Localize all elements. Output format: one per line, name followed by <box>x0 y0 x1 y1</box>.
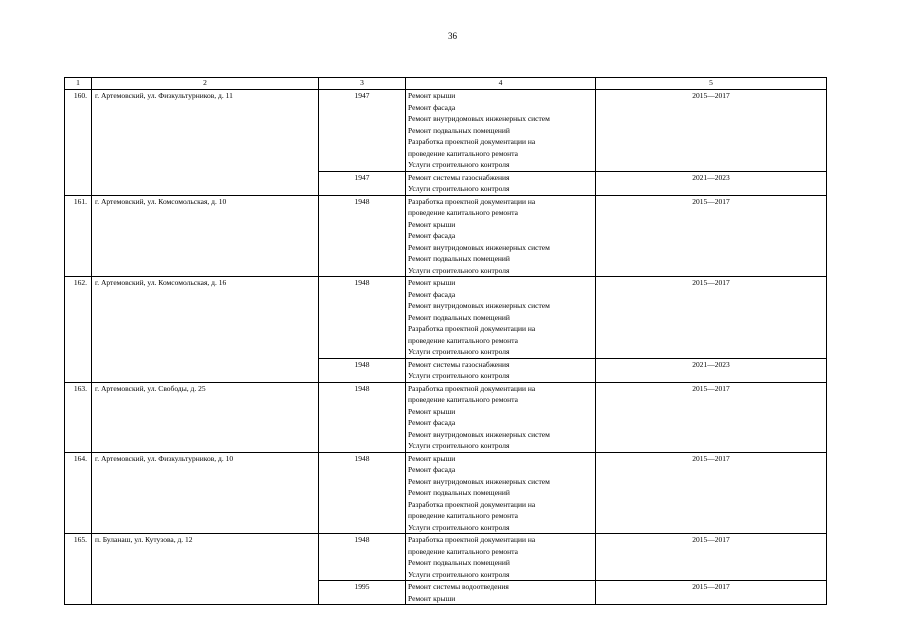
entry-number: 160. <box>65 90 92 196</box>
column-header: 4 <box>406 78 596 90</box>
build-year: 1947 <box>319 90 406 172</box>
repair-work-item: Разработка проектной документации на <box>408 383 536 393</box>
repair-work-item: Ремонт подвальных помещений <box>408 558 510 567</box>
repair-work-item: Ремонт внутридомовых инженерных систем <box>408 301 550 310</box>
table-row <box>65 195 827 277</box>
entry-number: 162. <box>65 277 92 383</box>
repair-work-item: Ремонт внутридомовых инженерных систем <box>408 429 550 439</box>
repair-period: 2015—2017 <box>596 534 827 581</box>
building-address: г. Артемовский, ул. Физкультурников, д. 11 <box>92 90 319 196</box>
repair-period: 2021—2023 <box>596 171 827 195</box>
repair-work-item: Ремонт внутридомовых инженерных систем <box>408 114 550 123</box>
repair-work-item: Ремонт подвальных помещений <box>408 312 510 322</box>
building-address: г. Артемовский, ул. Комсомольская, д. 10 <box>92 195 319 277</box>
building-address: п. Буланаш, ул. Кутузова, д. 12 <box>92 534 319 605</box>
build-year: 1948 <box>319 277 406 359</box>
build-year: 1948 <box>319 534 406 581</box>
repair-work-item: Ремонт крыши <box>408 219 456 229</box>
table-row <box>65 90 827 172</box>
repair-works <box>406 382 596 452</box>
repair-work-item: Разработка проектной документации на <box>408 499 536 509</box>
repair-work-item: Разработка проектной документации на <box>408 137 536 146</box>
repair-work-item: Ремонт крыши <box>408 278 456 287</box>
repair-work-item: Ремонт крыши <box>408 453 456 463</box>
repair-work-item: Ремонт внутридомовых инженерных систем <box>408 476 550 486</box>
build-year: 1948 <box>319 382 406 452</box>
column-header: 1 <box>65 78 92 90</box>
repair-work-item: Ремонт системы газоснабжения <box>408 172 510 182</box>
repair-work-item: Ремонт фасада <box>408 231 456 240</box>
repair-period: 2015—2017 <box>596 452 827 534</box>
repair-work-item: проведение капитального ремонта <box>408 511 518 520</box>
repair-work-item: проведение капитального ремонта <box>408 148 518 158</box>
repair-work-item: Ремонт подвальных помещений <box>408 488 510 497</box>
column-header: 2 <box>92 78 319 90</box>
repair-work-item: Ремонт системы газоснабжения <box>408 359 510 369</box>
repair-works <box>406 581 596 605</box>
repair-works <box>406 452 596 534</box>
repair-works <box>406 195 596 277</box>
repair-work-item: Ремонт подвальных помещений <box>408 254 510 263</box>
repair-work-item: Ремонт фасада <box>408 418 456 427</box>
repair-work-item: проведение капитального ремонта <box>408 335 518 345</box>
repair-work-item: Услуги строительного контроля <box>408 441 510 450</box>
column-header: 5 <box>596 78 827 90</box>
repair-period: 2015—2017 <box>596 277 827 359</box>
repair-work-item: Ремонт фасада <box>408 102 456 112</box>
repair-period: 2015—2017 <box>596 90 827 172</box>
entry-number: 163. <box>65 382 92 452</box>
repair-period: 2021—2023 <box>596 358 827 382</box>
column-number-row <box>65 78 827 90</box>
repair-period: 2015—2017 <box>596 382 827 452</box>
repair-works <box>406 171 596 195</box>
building-address: г. Артемовский, ул. Свободы, д. 25 <box>92 382 319 452</box>
repair-work-item: Разработка проектной документации на <box>408 324 536 333</box>
entry-number: 165. <box>65 534 92 605</box>
table-row <box>65 452 827 534</box>
building-address: г. Артемовский, ул. Физкультурников, д. 10 <box>92 452 319 534</box>
repair-work-item: Услуги строительного контроля <box>408 265 510 275</box>
building-address: г. Артемовский, ул. Комсомольская, д. 16 <box>92 277 319 383</box>
repair-period: 2015—2017 <box>596 195 827 277</box>
repair-work-item: Ремонт фасада <box>408 289 456 299</box>
repair-works <box>406 358 596 382</box>
repair-work-item: проведение капитального ремонта <box>408 208 518 217</box>
repair-work-item: Услуги строительного контроля <box>408 184 510 193</box>
repair-work-item: Ремонт системы водоотведения <box>408 582 509 591</box>
page-number: 36 <box>448 31 457 41</box>
build-year: 1948 <box>319 195 406 277</box>
build-year: 1947 <box>319 171 406 195</box>
repair-work-item: Ремонт крыши <box>408 406 456 416</box>
entry-number: 164. <box>65 452 92 534</box>
repair-works <box>406 277 596 359</box>
repair-work-item: Разработка проектной документации на <box>408 535 536 544</box>
build-year: 1948 <box>319 452 406 534</box>
repair-work-item: проведение капитального ремонта <box>408 546 518 556</box>
capital-repair-table <box>64 77 827 605</box>
table-body <box>65 90 827 605</box>
repair-work-item: Ремонт крыши <box>408 593 456 603</box>
repair-work-item: Ремонт внутридомовых инженерных систем <box>408 242 550 252</box>
table-row <box>65 277 827 359</box>
repair-period: 2015—2017 <box>596 581 827 605</box>
column-header: 3 <box>319 78 406 90</box>
repair-work-item: Разработка проектной документации на <box>408 196 536 206</box>
repair-work-item: проведение капитального ремонта <box>408 395 518 404</box>
repair-work-item: Ремонт подвальных помещений <box>408 125 510 135</box>
build-year: 1948 <box>319 358 406 382</box>
repair-work-item: Ремонт крыши <box>408 91 456 100</box>
repair-works <box>406 90 596 172</box>
repair-work-item: Услуги строительного контроля <box>408 522 510 532</box>
repair-work-item: Услуги строительного контроля <box>408 569 510 579</box>
table-row <box>65 534 827 581</box>
repair-works <box>406 534 596 581</box>
repair-work-item: Услуги строительного контроля <box>408 371 510 380</box>
build-year: 1995 <box>319 581 406 605</box>
entry-number: 161. <box>65 195 92 277</box>
repair-work-item: Ремонт фасада <box>408 465 456 474</box>
table-row <box>65 382 827 452</box>
repair-work-item: Услуги строительного контроля <box>408 347 510 356</box>
repair-work-item: Услуги строительного контроля <box>408 160 510 169</box>
